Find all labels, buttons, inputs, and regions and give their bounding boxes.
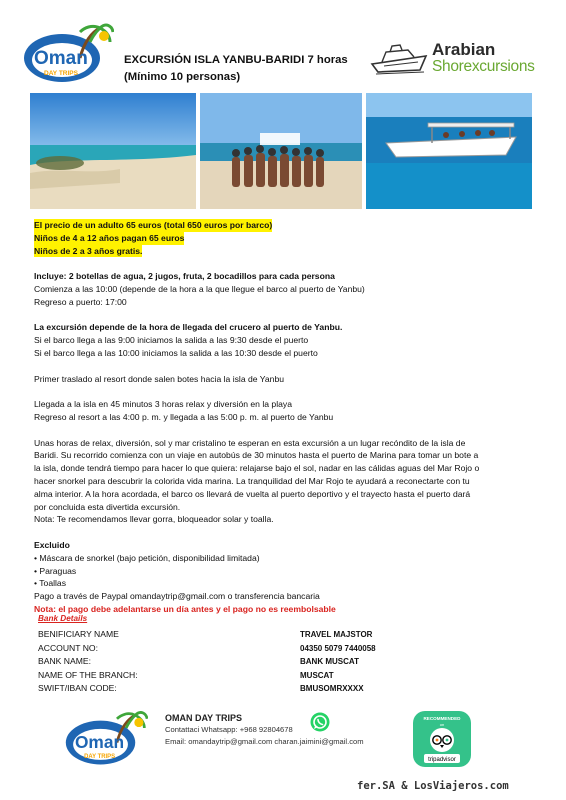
bank-label: ACCOUNT NO:	[38, 642, 99, 653]
oman-logo-sub: DAY TRIPS	[44, 70, 78, 77]
bank-value: BANK MUSCAT	[300, 657, 359, 667]
schedule-line-2: Si el barco llega a las 10:00 iniciamos la salida a las 10:30 desde el puerto	[34, 347, 318, 358]
payment-warning: Nota: el pago debe adelantarse un día antes y el pago no es reembolsable	[34, 603, 336, 614]
bank-label: NAME OF THE BRANCH:	[38, 669, 138, 680]
bank-label: BENIFICIARY NAME	[38, 629, 119, 639]
tripadvisor-brand: tripadvisor	[428, 757, 456, 763]
price-infant: Niños de 2 a 3 años gratis.	[34, 245, 143, 256]
description-line-3: la isla, donde tendrá tiempo para hacer lo que quiera: relajarse bajo el sol, nadar en las cálidas aguas del Mar Rojo o	[34, 463, 480, 474]
schedule-line-1: Si el barco llega a las 9:00 iniciamos la salida a las 9:30 desde el puerto	[34, 335, 309, 346]
tripadvisor-recommended: RECOMMENDED	[423, 716, 461, 721]
title-line-1: EXCURSIÓN ISLA YANBU-BARIDI 7 horas	[124, 54, 348, 66]
bank-row	[38, 642, 438, 656]
footer-logo-word: Oman	[74, 732, 125, 753]
bank-details-heading: Bank Details	[38, 614, 88, 623]
bank-label: SWIFT/IBAN CODE:	[38, 683, 117, 694]
arrival-line-2: Regreso al resort a las 4:00 p. m. y llegada a las 5:00 p. m. al puerto de Yanbu	[34, 411, 334, 422]
excluded-item: • Toallas	[34, 578, 66, 589]
description-line-2: Baridi. Su recorrido comienza con un viaje en autobús de 30 minutos hasta el puerto de Marina para tomar un bote a	[34, 450, 479, 461]
excluded-item: • Paraguas	[34, 565, 77, 576]
bank-row	[38, 669, 438, 683]
description-line-6: por concluida esta divertida excursión.	[34, 501, 181, 512]
footer-logo-sub: DAY TRIPS	[84, 754, 116, 761]
footer-oman-logo	[64, 709, 148, 767]
shorexcursions-word: Shorexcursions	[432, 58, 535, 75]
bank-label: BANK NAME:	[38, 656, 92, 667]
bank-row	[38, 628, 438, 642]
price-adult: El precio de un adulto 65 euros (total 650 euros por barco)	[34, 220, 273, 230]
page-title	[124, 52, 348, 86]
bank-value: 04350 5079 7440058	[300, 643, 376, 653]
oman-logo-word: Oman	[34, 48, 88, 69]
oman-day-trips-logo	[22, 22, 114, 84]
beach-photo	[30, 93, 196, 209]
description-line-4: hacer snorkel para descubrir la colorida vida marina. La tranquilidad del Mar Rojo te ayudará a reconectarte con tu	[34, 475, 470, 486]
footer-company-name: OMAN DAY TRIPS	[165, 713, 243, 723]
watermark: fer.SA & LosViajeros.com	[357, 780, 509, 792]
cruise-ship-icon	[370, 42, 430, 76]
bank-value: MUSCAT	[300, 670, 334, 680]
group-photo	[200, 93, 362, 209]
excursion-details	[34, 219, 534, 616]
bank-details-table	[38, 628, 438, 696]
footer-phone: Contattaci Whatsapp: +968 92804678	[165, 725, 293, 735]
price-child: Niños de 4 a 12 años pagan 65 euros	[34, 232, 185, 243]
footer-contact	[165, 712, 364, 749]
arabian-shorexcursions-logo	[370, 40, 550, 80]
bank-row	[38, 682, 438, 696]
title-line-2: (Mínimo 10 personas)	[124, 71, 241, 83]
description-line-1: Unas horas de relax, diversión, sol y mar cristalino te esperan en esta excursión a un lugar recóndito de la isla de	[34, 437, 466, 448]
tripadvisor-on: on	[439, 722, 445, 727]
footer-email: Email: omandaytrip@gmail.com charan.jaimini@gmail.com	[165, 737, 364, 747]
start-time: Comienza a las 10:00 (depende de la hora a la que llegue el barco al puerto de Yanbu)	[34, 283, 365, 294]
boat-photo	[366, 93, 532, 209]
bank-value: TRAVEL MAJSTOR	[300, 630, 373, 639]
description-note: Nota: Te recomendamos llevar gorra, bloqueador solar y toalla.	[34, 514, 274, 525]
bank-value: BMUSOMRXXXX	[300, 684, 364, 694]
schedule-title: La excursión depende de la hora de llegada del crucero al puerto de Yanbu.	[34, 322, 343, 333]
return-time: Regreso a puerto: 17:00	[34, 296, 127, 307]
description-line-5: alma interior. A la hora acordada, el barco os llevará de vuelta al puerto deportivo y el trayecto hasta el puerto dará	[34, 488, 471, 499]
payment-text: Pago a través de Paypal omandaytrip@gmail.com o transferencia bancaria	[34, 591, 320, 602]
excluded-title: Excluido	[34, 539, 70, 550]
includes-title: Incluye: 2 botellas de agua, 2 jugos, fruta, 2 bocadillos para cada persona	[34, 271, 335, 282]
arabian-word: Arabian	[432, 40, 496, 59]
arrival-line-1: Llegada a la isla en 45 minutos 3 horas relax y diversión en la playa	[34, 399, 292, 410]
transfer-text: Primer traslado al resort donde salen botes hacia la isla de Yanbu	[34, 373, 285, 384]
excluded-item: • Máscara de snorkel (bajo petición, disponibilidad limitada)	[34, 552, 260, 563]
tripadvisor-owl-icon	[430, 728, 454, 752]
tripadvisor-badge	[412, 710, 472, 768]
whatsapp-icon	[310, 712, 330, 732]
bank-row	[38, 655, 438, 669]
